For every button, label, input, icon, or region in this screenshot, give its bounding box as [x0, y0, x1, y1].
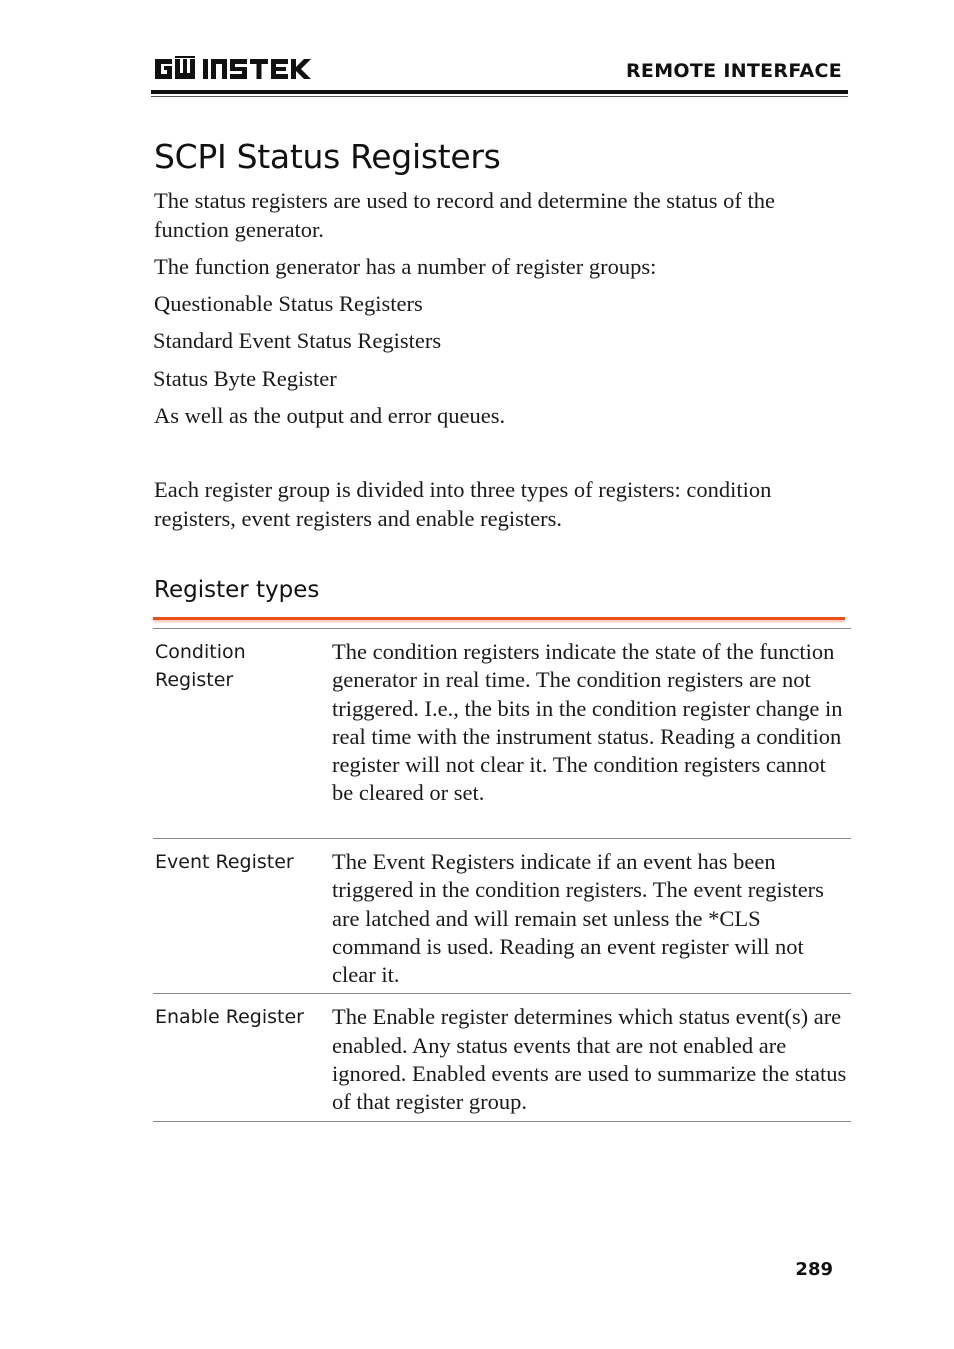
register-group-item: Questionable Status Registers: [154, 291, 423, 316]
page-title: SCPI Status Registers: [154, 137, 501, 176]
table-row: [153, 839, 851, 994]
row-label: Enable Register: [155, 1006, 304, 1029]
queues-paragraph: As well as the output and error queues.: [154, 403, 506, 428]
header-rule: [151, 90, 848, 94]
register-group-item: Standard Event Status Registers: [153, 328, 442, 353]
table-row: [153, 629, 851, 839]
register-types-paragraph: Each register group is divided into three types of registers: condition registers, event registers and enable registers.: [154, 477, 772, 531]
header-rule-thin: [151, 96, 848, 97]
register-types-table: [153, 628, 851, 1122]
section-accent-rule: [153, 617, 845, 620]
intro-paragraph: The status registers are used to record and determine the status of the function generator.: [154, 188, 776, 242]
row-label: Event Register: [155, 851, 294, 873]
gw-instek-logo: [153, 56, 323, 82]
register-types-heading: Register types: [154, 577, 320, 603]
page-number: 289: [795, 1259, 833, 1280]
section-title: REMOTE INTERFACE: [626, 60, 842, 82]
row-description: The condition registers indicate the state of the function generator in real time. The condition registers are not triggered. I.e., the bits in the condition register change in real time with the instrument status. Reading a condition register will not clear it. The condition registers cannot be cleared or set.: [332, 639, 843, 806]
register-group-item: Status Byte Register: [153, 366, 337, 391]
table-row: [153, 994, 851, 1121]
row-description: The Event Registers indicate if an event has been triggered in the condition registers. The event registers are latched and will remain set unless the *CLS command is used. Reading an event register will not clear it.: [332, 849, 824, 988]
row-description: The Enable register determines which status event(s) are enabled. Any status events that are not enabled are ignored. Enabled events are used to summarize the status of that register group.: [332, 1004, 847, 1115]
register-groups-intro: The function generator has a number of register groups:: [154, 254, 657, 279]
row-label: Condition Register: [155, 641, 246, 691]
